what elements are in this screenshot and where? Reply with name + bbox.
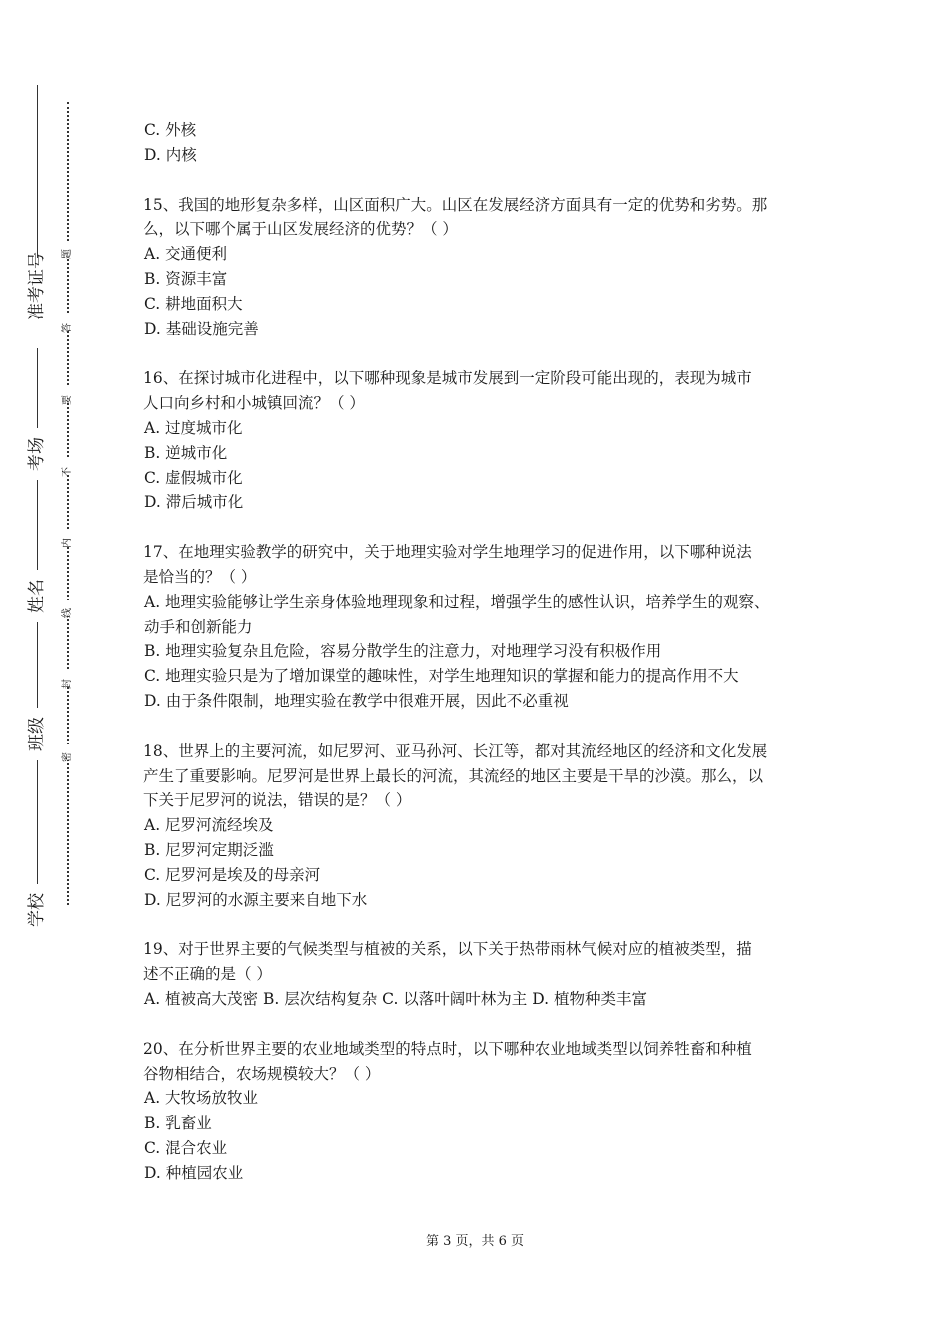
- option: D. 由于条件限制，地理实验在教学中很难开展，因此不必重视: [144, 691, 569, 710]
- seal-char: 答: [59, 315, 77, 331]
- option: C. 尼罗河是埃及的母亲河: [144, 865, 321, 884]
- option: C. 耕地面积大: [144, 294, 243, 313]
- option: A. 过度城市化: [144, 418, 243, 437]
- seal-char: 封: [59, 671, 77, 687]
- option: B. 逆城市化: [144, 443, 228, 462]
- seal-char: 密: [59, 744, 77, 760]
- field-exam-room: [20, 428, 54, 480]
- question-stem: 17、在地理实验教学的研究中，关于地理实验对学生地理学习的促进作用，以下哪种说法: [143, 543, 752, 562]
- prev-question-options: [143, 118, 823, 168]
- field-name-label: 姓名: [27, 579, 47, 613]
- option: C. 地理实验只是为了增加课堂的趣味性，对学生地理知识的掌握和能力的提高作用不大: [144, 667, 739, 686]
- seal-char: 内: [59, 530, 77, 546]
- option: B. 地理实验复杂且危险，容易分散学生的注意力，对地理学习没有积极作用: [144, 642, 662, 661]
- option: B. 资源丰富: [144, 269, 228, 288]
- option: A. 尼罗河流经埃及: [144, 816, 274, 835]
- binding-margin: [0, 0, 110, 1344]
- question-stem: 么，以下哪个属于山区发展经济的优势？（ ）: [143, 220, 458, 239]
- seal-char: 线: [59, 600, 77, 616]
- option: D. 内核: [144, 145, 197, 164]
- field-school: [20, 884, 54, 936]
- field-school-label: 学校: [27, 893, 47, 927]
- question-16: [143, 366, 823, 515]
- option: A. 交通便利: [144, 245, 228, 264]
- question-stem: 述不正确的是（ ）: [143, 965, 272, 984]
- option: D. 尼罗河的水源主要来自地下水: [144, 890, 368, 909]
- option: C. 外核: [144, 121, 197, 139]
- question-15: [143, 193, 823, 342]
- field-exam-room-label: 考场: [27, 437, 47, 471]
- option: A. 地理实验能够让学生亲身体验地理现象和过程，增强学生的感性认识，培养学生的观察、: [144, 592, 770, 611]
- field-class-label: 班级: [27, 717, 47, 751]
- question-stem: 下关于尼罗河的说法，错误的是？（ ）: [143, 791, 412, 810]
- exam-content: [143, 118, 823, 1185]
- question-20: [143, 1037, 823, 1186]
- page-footer: 第 3 页，共 6 页: [425, 1234, 525, 1249]
- question-18: [143, 739, 823, 913]
- option: D. 种植园农业: [144, 1163, 244, 1182]
- option: 动手和创新能力: [144, 617, 253, 636]
- option: D. 滞后城市化: [144, 493, 244, 512]
- question-stem: 18、世界上的主要河流，如尼罗河、亚马孙河、长江等，都对其流经地区的经济和文化发展: [143, 741, 768, 760]
- seal-dotted-line: [67, 102, 69, 905]
- option: B. 乳畜业: [144, 1114, 212, 1133]
- question-stem: 16、在探讨城市化进程中，以下哪种现象是城市发展到一定阶段可能出现的，表现为城市: [143, 369, 752, 388]
- field-ticket-number-label: 准考证号: [27, 252, 47, 320]
- question-stem: 是恰当的？（ ）: [143, 567, 257, 586]
- seal-char: 不: [59, 459, 77, 475]
- field-ticket-number: [20, 252, 54, 348]
- option: A. 大牧场放牧业: [144, 1089, 259, 1108]
- option: C. 虚假城市化: [144, 468, 243, 487]
- option: D. 基础设施完善: [144, 319, 259, 338]
- question-stem: 19、对于世界主要的气候类型与植被的关系，以下关于热带雨林气候对应的植被类型，描: [143, 940, 752, 959]
- question-17: [143, 540, 823, 714]
- question-stem: 产生了重要影响。尼罗河是世界上最长的河流，其流经的地区主要是干旱的沙漠。那么，以: [143, 766, 764, 785]
- question-stem: 人口向乡村和小城镇回流？（ ）: [143, 394, 365, 413]
- question-stem: 15、我国的地形复杂多样，山区面积广大。山区在发展经济方面具有一定的优势和劣势。那: [143, 195, 768, 214]
- field-class: [20, 708, 54, 760]
- option: C. 混合农业: [144, 1138, 228, 1157]
- seal-char: 题: [59, 241, 77, 257]
- option: B. 尼罗河定期泛滥: [144, 840, 274, 859]
- option: A. 植被高大茂密 B. 层次结构复杂 C. 以落叶阔叶林为主 D. 植物种类丰富: [144, 989, 647, 1008]
- question-19: [143, 937, 823, 1011]
- binding-solid-line: [37, 85, 38, 925]
- question-stem: 20、在分析世界主要的农业地域类型的特点时，以下哪种农业地域类型以饲养牲畜和种植: [143, 1039, 752, 1058]
- seal-char: 要: [59, 387, 77, 403]
- question-stem: 谷物相结合，农场规模较大？（ ）: [143, 1064, 381, 1083]
- field-name: [20, 570, 54, 622]
